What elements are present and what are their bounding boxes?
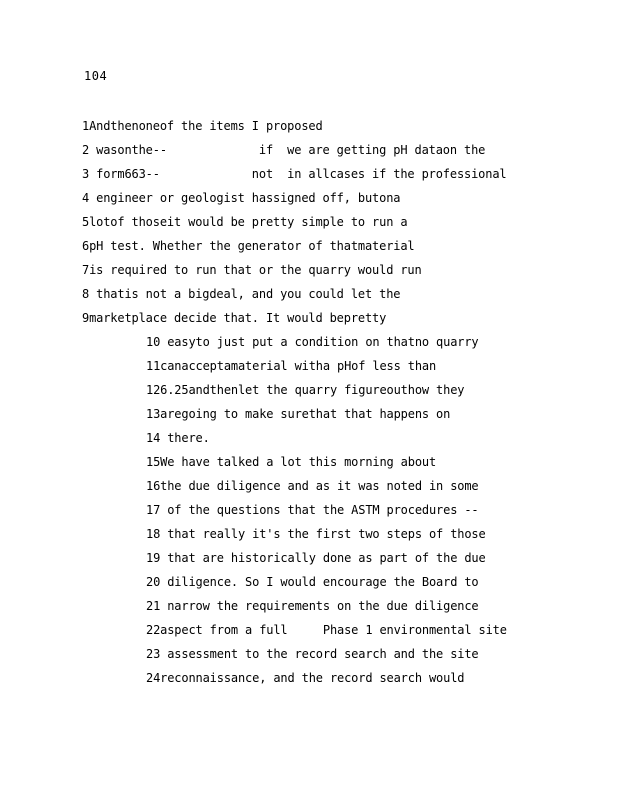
transcript-line-6: 6pH test. Whether the generator of thatmaterial (82, 239, 415, 253)
transcript-line-2: 2 wasonthe-- if we are getting pH dataon the (82, 143, 486, 157)
transcript-line-11: 11canacceptamaterial witha pHof less than (146, 359, 437, 373)
transcript-line-12: 126.25andthenlet the quarry figureouthow they (146, 383, 465, 397)
transcript-line-22: 22aspect from a full Phase 1 environmental site (146, 623, 507, 637)
transcript-line-13: 13aregoing to make surethat that happens on (146, 407, 451, 421)
transcript-line-23: 23 assessment to the record search and the site (146, 647, 479, 661)
transcript-line-18: 18 that really it's the first two steps of those (146, 527, 486, 541)
transcript-line-7: 7is required to run that or the quarry would run (82, 263, 422, 277)
transcript-line-10: 10 easyto just put a condition on thatno quarry (146, 335, 479, 349)
page-number: 104 (84, 69, 108, 83)
transcript-line-24: 24reconnaissance, and the record search would (146, 671, 465, 685)
transcript-line-9: 9marketplace decide that. It would bepretty (82, 311, 387, 325)
transcript-line-4: 4 engineer or geologist hassigned off, butona (82, 191, 401, 205)
transcript-line-8: 8 thatis not a bigdeal, and you could let the (82, 287, 401, 301)
transcript-line-19: 19 that are historically done as part of the due (146, 551, 486, 565)
transcript-line-21: 21 narrow the requirements on the due diligence (146, 599, 479, 613)
transcript-line-16: 16the due diligence and as it was noted in some (146, 479, 479, 493)
transcript-line-1: 1Andthenoneof the items I proposed (82, 119, 323, 133)
transcript-line-17: 17 of the questions that the ASTM procedures -- (146, 503, 479, 517)
transcript-line-3: 3 form663-- not in allcases if the professional (82, 167, 507, 181)
transcript-line-20: 20 diligence. So I would encourage the Board to (146, 575, 479, 589)
transcript-line-14: 14 there. (146, 431, 210, 445)
transcript-line-15: 15We have talked a lot this morning about (146, 455, 437, 469)
transcript-line-5: 5lotof thoseit would be pretty simple to run a (82, 215, 408, 229)
